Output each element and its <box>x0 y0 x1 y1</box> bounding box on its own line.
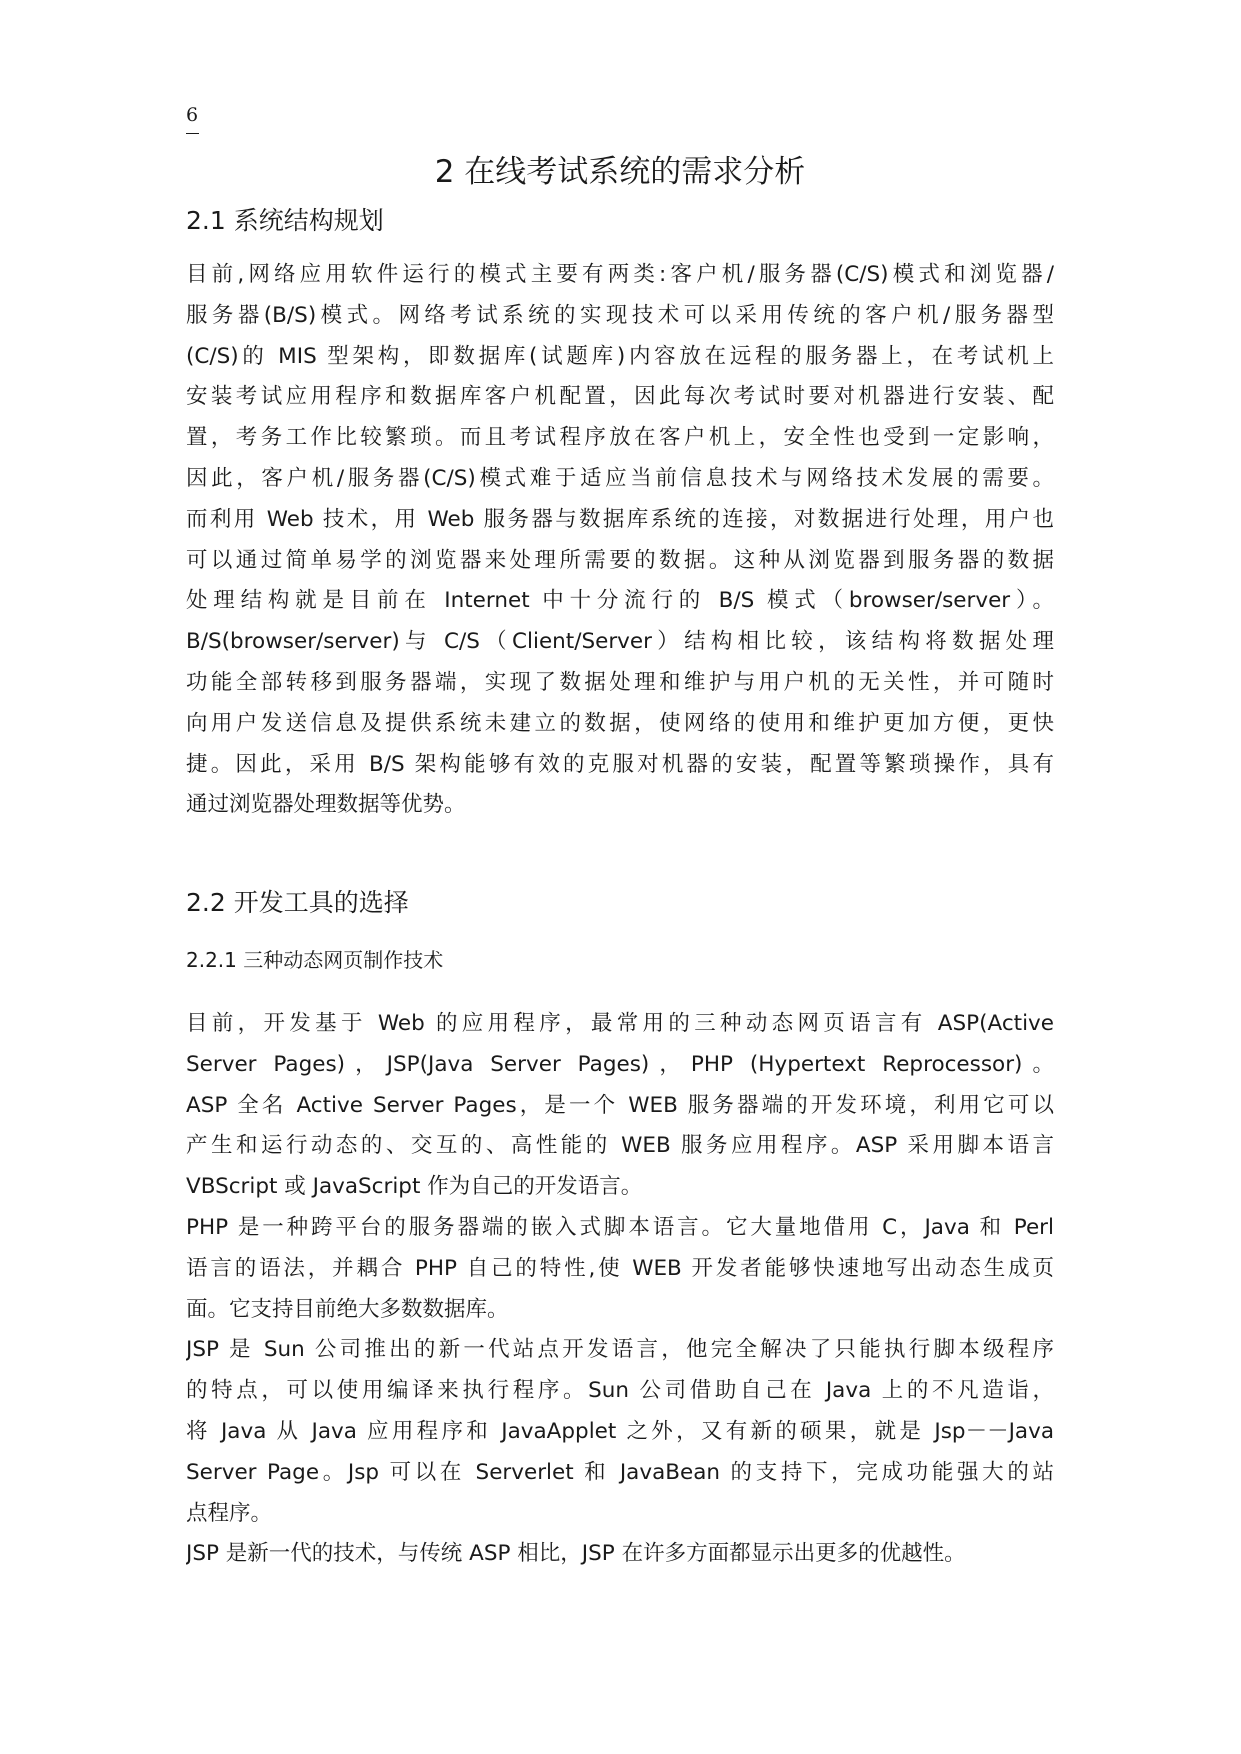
text-line: Server Pages)，JSP(Java Server Pages)，PHP (Hypertext Reprocessor)。 <box>186 1051 1054 1077</box>
text-line: 安装考试应用程序和数据库客户机配置，因此每次考试时要对机器进行安装、配 <box>186 384 1054 410</box>
text-line: 目前,网络应用软件运行的模式主要有两类:客户机/服务器(C/S)模式和浏览器/ <box>186 262 1054 287</box>
text-line: 目前，开发基于 Web 的应用程序，最常用的三种动态网页语言有 ASP(Active <box>186 1011 1054 1036</box>
chapter-title: 2 在线考试系统的需求分析 <box>434 154 806 190</box>
text-line: 功能全部转移到服务器端，实现了数据处理和维护与用户机的无关性，并可随时 <box>186 669 1054 695</box>
text-line: 处理结构就是目前在 Internet 中十分流行的 B/S 模式（browser/server）。 <box>186 588 1054 614</box>
text-line: B/S(browser/server)与 C/S（Client/Server）结构相比较，该结构将数据处理 <box>186 629 1054 655</box>
text-line: JSP 是 Sun 公司推出的新一代站点开发语言，他完全解决了只能执行脚本级程序 <box>186 1337 1054 1363</box>
section-2-2-body <box>186 1004 1054 1575</box>
text-line: Server Page。Jsp 可以在 Serverlet 和 JavaBean 的支持下，完成功能强大的站 <box>186 1459 1054 1485</box>
text-line: PHP 是一种跨平台的服务器端的嵌入式脚本语言。它大量地借用 C，Java 和 Perl <box>186 1214 1054 1240</box>
text-line: 面。它支持目前绝大多数数据库。 <box>186 1296 509 1322</box>
page-number-underline <box>186 133 199 134</box>
text-line: 因此，客户机/服务器(C/S)模式难于适应当前信息技术与网络技术发展的需要。 <box>186 465 1054 491</box>
subsection-heading-2-2-1: 2.2.1 三种动态网页制作技术 <box>186 948 444 972</box>
text-line: 置，考务工作比较繁琐。而且考试程序放在客户机上，安全性也受到一定影响， <box>186 425 1054 451</box>
text-line: 而利用 Web 技术，用 Web 服务器与数据库系统的连接，对数据进行处理，用户也 <box>186 506 1054 532</box>
text-line: 服务器(B/S)模式。网络考试系统的实现技术可以采用传统的客户机/服务器型 <box>186 302 1054 328</box>
text-line: 可以通过简单易学的浏览器来处理所需要的数据。这种从浏览器到服务器的数据 <box>186 547 1054 573</box>
text-line: 将 Java 从 Java 应用程序和 JavaApplet 之外，又有新的硕果，就是 Jsp－－Java <box>186 1418 1054 1444</box>
text-line: 点程序。 <box>186 1500 273 1526</box>
text-line: JSP 是新一代的技术，与传统 ASP 相比，JSP 在许多方面都显示出更多的优越性。 <box>186 1541 966 1567</box>
page-number: 6 <box>186 104 199 126</box>
text-line: 语言的语法，并耦合 PHP 自己的特性,使 WEB 开发者能够快速地写出动态生成页 <box>186 1255 1054 1281</box>
text-line: 捷。因此，采用 B/S 架构能够有效的克服对机器的安装，配置等繁琐操作，具有 <box>186 751 1054 777</box>
text-line: 产生和运行动态的、交互的、高性能的 WEB 服务应用程序。ASP 采用脚本语言 <box>186 1133 1054 1159</box>
text-line: 通过浏览器处理数据等优势。 <box>186 792 466 818</box>
section-2-1-body <box>186 255 1054 826</box>
text-line: 的特点，可以使用编译来执行程序。Sun 公司借助自己在 Java 上的不凡造诣， <box>186 1378 1054 1404</box>
section-heading-2-1: 2.1 系统结构规划 <box>186 206 384 235</box>
text-line: VBScript 或 JavaScript 作为自己的开发语言。 <box>186 1174 643 1200</box>
section-heading-2-2: 2.2 开发工具的选择 <box>186 888 409 917</box>
text-line: ASP 全名 Active Server Pages，是一个 WEB 服务器端的开发环境，利用它可以 <box>186 1092 1054 1118</box>
text-line: (C/S)的 MIS 型架构，即数据库(试题库)内容放在远程的服务器上，在考试机上 <box>186 343 1054 369</box>
text-line: 向用户发送信息及提供系统未建立的数据，使网络的使用和维护更加方便，更快 <box>186 710 1054 736</box>
